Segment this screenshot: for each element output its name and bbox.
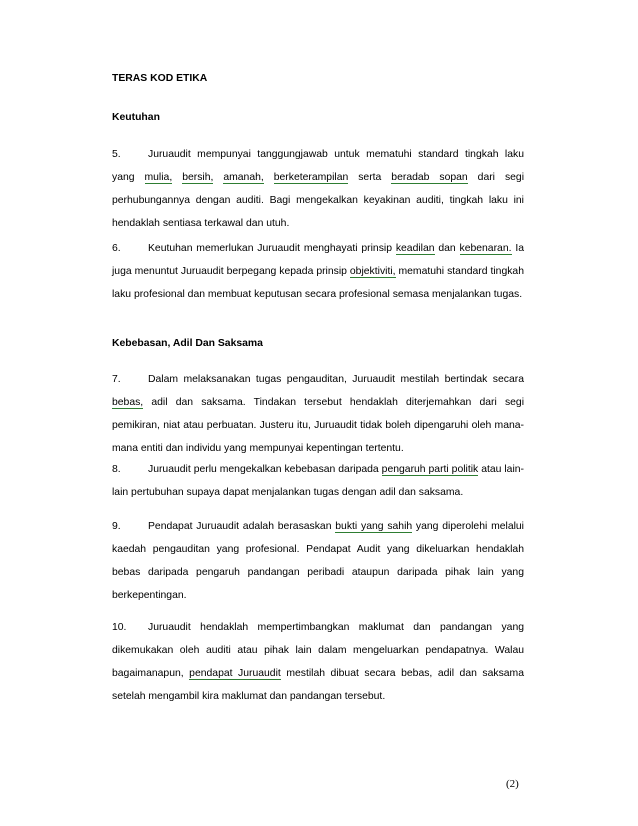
- page-number: (2): [506, 778, 519, 790]
- paragraph-text: serta: [348, 172, 392, 183]
- underlined-term: objektiviti,: [349, 266, 396, 277]
- paragraph-text: [264, 172, 274, 183]
- underlined-term: beradab sopan: [391, 172, 468, 183]
- underlined-term: bebas,: [112, 397, 144, 408]
- paragraph-text: atau lain-lain pertubuhan supaya dapat menjalankan tugas dengan adil dan saksama.: [112, 464, 524, 498]
- section-heading-kebebasan: Kebebasan, Adil Dan Saksama: [112, 338, 263, 349]
- paragraph-7: [112, 368, 524, 460]
- paragraph-text: [213, 172, 223, 183]
- underlined-term: pengaruh parti politik: [381, 464, 479, 475]
- underlined-term: berketerampilan: [273, 172, 349, 183]
- underlined-term: pendapat Juruaudit: [189, 668, 281, 679]
- paragraph-text: [172, 172, 182, 183]
- paragraph-number: 9.: [112, 521, 121, 532]
- paragraph-text: dari segi perhubungannya dengan auditi. Bagi mengekalkan keyakinan auditi, tingkah laku ini hendaklah sentiasa terkawal dan utuh.: [112, 172, 525, 229]
- paragraph-text: Dalam melaksanakan tugas pengauditan, Juruaudit mestilah bertindak secara: [148, 374, 524, 385]
- underlined-term: keadilan: [395, 243, 435, 254]
- paragraph-text: Keutuhan memerlukan Juruaudit menghayati prinsip: [148, 243, 396, 254]
- paragraph-text: mestilah dibuat secara bebas, adil dan saksama setelah mengambil kira maklumat dan pandangan tersebut.: [112, 668, 524, 702]
- paragraph-text: dan: [434, 243, 460, 254]
- paragraph-text: mematuhi standard tingkah laku profesional dan membuat keputusan secara profesional semasa menjalankan tugas.: [112, 266, 524, 300]
- paragraph-number: 6.: [112, 243, 121, 254]
- paragraph-10: [112, 616, 524, 708]
- underlined-term: bersih,: [182, 172, 214, 183]
- paragraph-number: 5.: [112, 149, 121, 160]
- underlined-term: mulia,: [144, 172, 173, 183]
- paragraph-number: 8.: [112, 464, 121, 475]
- paragraph-text: Juruaudit hendaklah mempertimbangkan maklumat dan pandangan yang dikemukakan oleh auditi atau pihak lain dalam mengeluarkan pendapatnya. Walau bagaimanapun,: [112, 622, 524, 679]
- document-title: TERAS KOD ETIKA: [112, 73, 208, 84]
- paragraph-number: 10.: [112, 622, 127, 633]
- underlined-term: amanah,: [223, 172, 264, 183]
- underlined-term: bukti yang sahih: [335, 521, 413, 532]
- section-heading-keutuhan: Keutuhan: [112, 112, 160, 123]
- paragraph-8: [112, 458, 524, 504]
- paragraph-9: [112, 515, 524, 607]
- underlined-term: kebenaran.: [459, 243, 512, 254]
- paragraph-text: adil dan saksama. Tindakan tersebut hendaklah diterjemahkan dari segi pemikiran, niat atau perbuatan. Justeru itu, Juruaudit tidak boleh dipengaruhi oleh mana-mana entiti dan individu yang mempunyai kepentingan tertentu.: [112, 397, 524, 454]
- paragraph-number: 7.: [112, 374, 121, 385]
- paragraph-text: Pendapat Juruaudit adalah berasaskan: [148, 521, 336, 532]
- paragraph-text: yang diperolehi melalui kaedah pengauditan yang profesional. Pendapat Audit yang dikeluarkan hendaklah bebas daripada pengaruh pandangan peribadi ataupun daripada pihak lain yang berkepentingan.: [112, 521, 524, 601]
- paragraph-text: Juruaudit mempunyai tanggungjawab untuk mematuhi standard tingkah laku yang: [112, 149, 524, 183]
- paragraph-6: [112, 237, 524, 306]
- paragraph-5: [112, 143, 524, 235]
- paragraph-text: Juruaudit perlu mengekalkan kebebasan daripada: [148, 464, 382, 475]
- paragraph-text: Ia juga menuntut Juruaudit berpegang kepada prinsip: [112, 243, 524, 277]
